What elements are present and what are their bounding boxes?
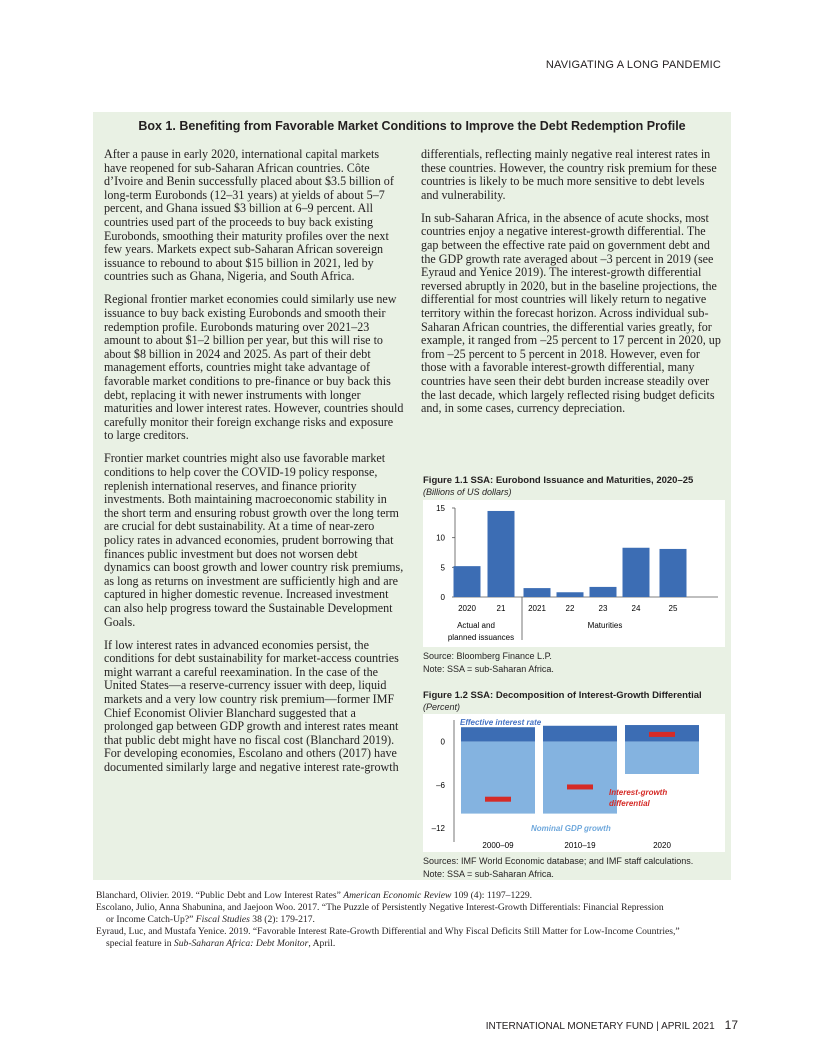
figure2-title: Figure 1.2 SSA: Decomposition of Interest-Growth Differential bbox=[423, 690, 702, 701]
figure1-note: Note: SSA = sub-Saharan Africa. bbox=[423, 664, 554, 674]
reference: special feature in Sub-Saharan Africa: Debt Monitor, April. bbox=[106, 938, 336, 949]
figure2-note: Note: SSA = sub-Saharan Africa. bbox=[423, 869, 554, 879]
reference: Escolano, Julio, Anna Shabunina, and Jaejoon Woo. 2017. “The Puzzle of Persistently Negative Interest-Growth Differentials: Financial Repression bbox=[96, 902, 664, 913]
differential-marker bbox=[567, 784, 593, 789]
figure2-subtitle: (Percent) bbox=[423, 702, 461, 712]
x-tick-label: 2000–09 bbox=[482, 841, 514, 850]
x-tick-label: 22 bbox=[565, 604, 575, 613]
right-column bbox=[421, 148, 723, 425]
figure1-panel bbox=[423, 500, 725, 647]
gdp-growth-bar bbox=[543, 742, 617, 814]
running-head: NAVIGATING A LONG PANDEMIC bbox=[545, 59, 721, 71]
reference: or Income Catch-Up?” Fiscal Studies 38 (2): 179-217. bbox=[106, 914, 315, 925]
y-tick-label: 0 bbox=[440, 593, 445, 602]
bar bbox=[660, 549, 687, 597]
y-tick-label: 0 bbox=[440, 737, 445, 747]
bar bbox=[454, 566, 481, 597]
paragraph: Regional frontier market economies could similarly use new issuance to buy back existing Eurobonds and smooth their redemption profile. Eurobonds maturing over 2021–23 amount to about $1–2 billion per year, but this will rise to about $8 billion in 2024 and 2025. As part of their debt management efforts, countries might take advantage of favorable market conditions to pre-finance or buy back this debt, replacing it with newer instruments with longer maturities and lower interest rates. However, countries should carefully monitor their foreign exchange risks and exposure to large creditors. bbox=[104, 292, 404, 443]
effective-interest-bar bbox=[461, 727, 535, 741]
figure1-subtitle: (Billions of US dollars) bbox=[423, 487, 512, 497]
reference: Blanchard, Olivier. 2019. “Public Debt and Low Interest Rates” American Economic Review 109 (4): 1197–1229. bbox=[96, 890, 533, 901]
differential-marker bbox=[485, 797, 511, 802]
figure1-title: Figure 1.1 SSA: Eurobond Issuance and Maturities, 2020–25 bbox=[423, 475, 694, 486]
paragraph: If low interest rates in advanced economies persist, the conditions for debt sustainability for market-access countries might warrant a careful reexamination. In the case of the United States—a reserve-currency issuer with deep, liquid markets and a very low country risk premium—former IMF Chief Economist Olivier Blanchard suggested that a prolonged gap between GDP growth and interest rates meant that public debt might have no fiscal cost (Blanchard 2019). For developing economies, Escolano and others (2017) have documented similarly large and negative interest rate-growth bbox=[104, 637, 399, 775]
interest-growth-differential-label: Interest-growth bbox=[609, 788, 668, 797]
y-tick-label: –12 bbox=[431, 824, 445, 833]
issuance-group-label: Actual and bbox=[457, 621, 495, 630]
issuance-group-label: planned issuances bbox=[447, 633, 515, 642]
bar bbox=[524, 588, 551, 597]
paragraph: Frontier market countries might also use favorable market conditions to help cover the COVID-19 policy response, replenish international reserves, and finance priority investments. Both maintaining macroeconomic stability in the short term and ensuring robust growth over the long term are crucial for debt sustainability. At a time of near-zero policy rates in advanced economies, prudent borrowing that finances public investment but does not worsen debt dynamics can boost growth and lower country risk premiums, as long as returns on investment are sufficiently high and are captured in higher domestic revenue. Increased investment can also help progress toward the Sustainable Development Goals. bbox=[104, 451, 404, 629]
maturities-group-label: Maturities bbox=[587, 621, 623, 630]
x-tick-label: 25 bbox=[668, 604, 678, 613]
interest-growth-differential-label: differential bbox=[609, 799, 650, 808]
x-tick-label: 2020 bbox=[653, 841, 671, 850]
reference: Eyraud, Luc, and Mustafa Yenice. 2019. “Favorable Interest Rate-Growth Differential and Why Fiscal Deficits Still Matter for Low-Income Countries,” bbox=[96, 926, 680, 937]
x-tick-label: 23 bbox=[598, 604, 608, 613]
footer bbox=[486, 1018, 738, 1032]
gdp-growth-bar bbox=[625, 742, 699, 774]
bar bbox=[557, 592, 584, 597]
figure1-source: Source: Bloomberg Finance L.P. bbox=[423, 651, 552, 661]
x-tick-label: 21 bbox=[496, 604, 506, 613]
x-tick-label: 2010–19 bbox=[564, 841, 596, 850]
paragraph: differentials, reflecting mainly negative real interest rates in these countries. However, the country risk premium for these countries is likely to be much more sensitive to debt levels and vulnerability. bbox=[421, 147, 717, 202]
box-title: Box 1. Benefiting from Favorable Market Conditions to Improve the Debt Redemption Profile bbox=[138, 119, 686, 133]
y-tick-label: 10 bbox=[436, 533, 445, 543]
effective-interest-rate-label: Effective interest rate bbox=[460, 718, 542, 727]
bar bbox=[623, 548, 650, 597]
y-tick-label: 15 bbox=[436, 504, 445, 513]
paragraph: After a pause in early 2020, international capital markets have reopened for sub-Saharan African countries. Côte d’Ivoire and Benin successfully placed about $3.5 billion of long-term Eurobonds (12–31 years) at yields of about 5–7 percent, and Ghana issued $3 billion at 6–9 percent. All countries used part of the proceeds to buy back existing Eurobonds, smoothing their maturity profiles over the next few years. Markets expect sub-Saharan African sovereign issuance to rebound to about $15 billion in 2021, led by countries such as Ghana, Nigeria, and South Africa. bbox=[104, 147, 394, 284]
y-tick-label: 5 bbox=[440, 563, 445, 573]
footer-text: INTERNATIONAL MONETARY FUND | APRIL 2021 bbox=[485, 1021, 715, 1032]
y-tick-label: –6 bbox=[436, 780, 445, 790]
figure1-chart bbox=[423, 500, 725, 647]
paragraph: In sub-Saharan Africa, in the absence of acute shocks, most countries enjoy a negative interest-growth differential. The gap between the effective rate paid on government debt and the GDP growth rate averaged about –3 percent in 2019 (see Eyraud and Yenice 2019). The interest-growth differential reversed abruptly in 2020, but in the baseline projections, the differential for most countries will likely return to negative territory within the forecast horizon. Across individual sub-Saharan African countries, the differential varies greatly, for example, it ranged from –25 percent to 17 percent in 2020, up from –25 percent to 5 percent in 2018. However, even for those with a favorable interest-growth differential, many countries have seen their debt burden increase steadily over the last decade, which largely reflected rising budget deficits and, in some cases, currency depreciation. bbox=[421, 210, 721, 416]
nominal-gdp-growth-label: Nominal GDP growth bbox=[531, 824, 611, 833]
figure2-chart bbox=[423, 714, 725, 852]
bar bbox=[488, 511, 515, 597]
x-tick-label: 2020 bbox=[458, 604, 476, 613]
effective-interest-bar bbox=[543, 726, 617, 742]
figure2-sources: Sources: IMF World Economic database; and IMF staff calculations. bbox=[423, 856, 694, 866]
differential-marker bbox=[649, 732, 675, 737]
references bbox=[96, 890, 736, 950]
figure2-panel bbox=[423, 714, 725, 852]
x-tick-label: 24 bbox=[631, 604, 641, 613]
gdp-growth-bar bbox=[461, 742, 535, 814]
x-tick-label: 2021 bbox=[528, 604, 546, 613]
bar bbox=[590, 587, 617, 597]
left-column bbox=[104, 148, 404, 784]
page-number: 17 bbox=[724, 1018, 738, 1032]
